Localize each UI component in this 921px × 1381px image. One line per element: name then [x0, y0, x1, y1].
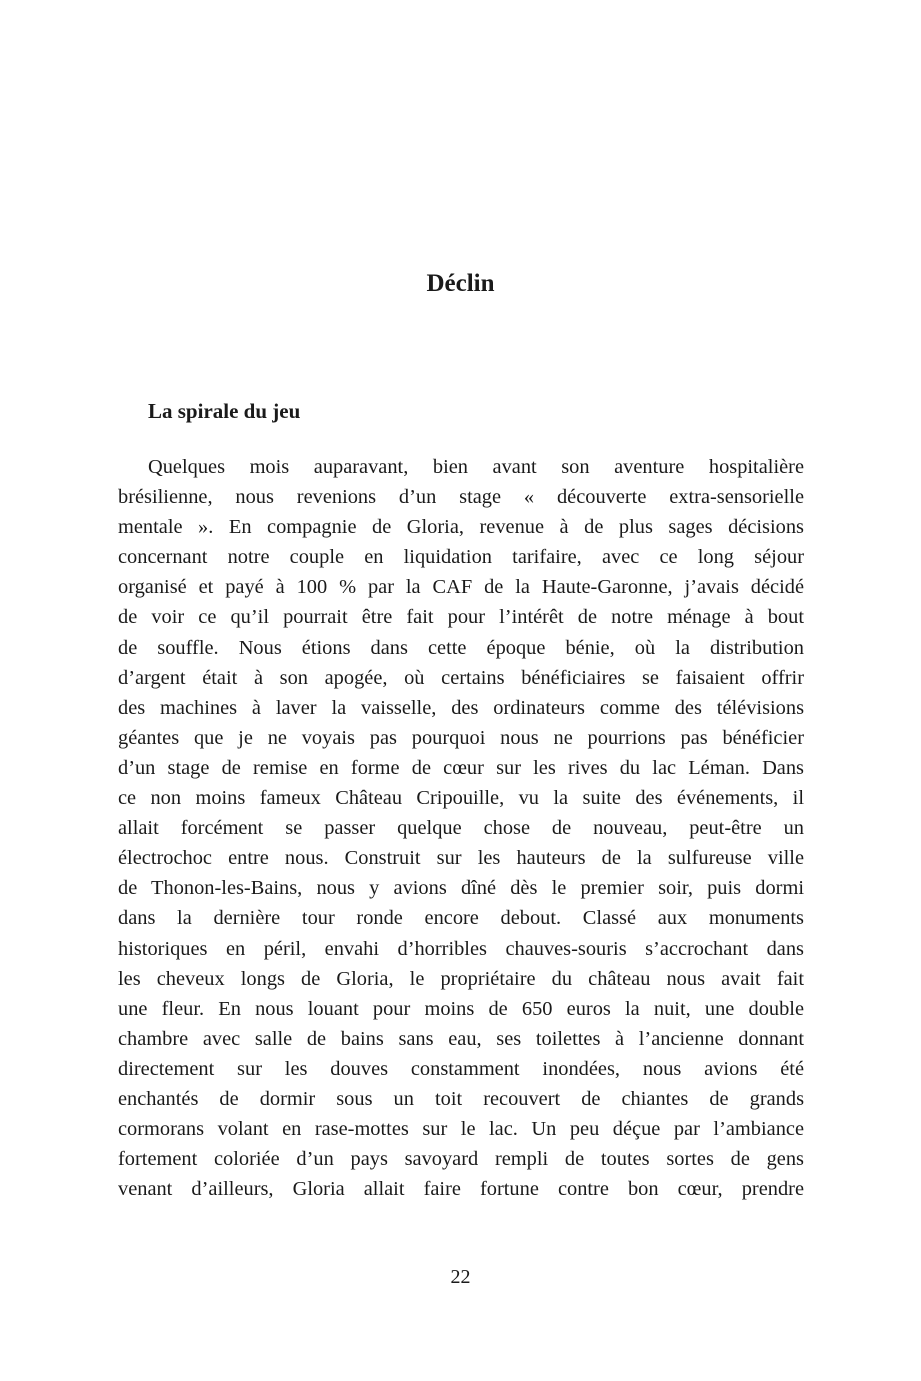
text-line: des machines à laver la vaisselle, des ordinateurs comme des télévisions [118, 696, 804, 719]
text-line: allait forcément se passer quelque chose de nouveau, peut-être un [118, 817, 804, 840]
text-line: géantes que je ne voyais pas pourquoi nous ne pourrions pas bénéficier [118, 726, 804, 749]
section-title: La spirale du jeu [148, 399, 301, 423]
text-line: organisé et payé à 100 % par la CAF de la Haute-Garonne, j’avais décidé [118, 576, 804, 599]
text-line: dans la dernière tour ronde encore debout. Classé aux monuments [118, 907, 804, 930]
text-line: enchantés de dormir sous un toit recouvert de chiantes de grands [118, 1087, 804, 1110]
text-line: les cheveux longs de Gloria, le propriétaire du château nous avait fait [118, 967, 804, 990]
text-line: historiques en péril, envahi d’horribles chauves-souris s’accrochant dans [118, 937, 804, 960]
text-line: venant d’ailleurs, Gloria allait faire fortune contre bon cœur, prendre [118, 1178, 804, 1201]
text-line: Quelques mois auparavant, bien avant son aventure hospitalière [148, 456, 804, 478]
text-line: une fleur. En nous louant pour moins de 650 euros la nuit, une double [118, 997, 804, 1020]
text-line: brésilienne, nous revenions d’un stage « découverte extra-sensorielle [118, 486, 804, 509]
text-line: de souffle. Nous étions dans cette époque bénie, où la distribution [118, 636, 804, 659]
page-number: 22 [450, 1266, 471, 1288]
body-paragraph [118, 452, 804, 1204]
text-line: cormorans volant en rase-mottes sur le lac. Un peu déçue par l’ambiance [118, 1118, 804, 1141]
text-line: d’un stage de remise en forme de cœur sur les rives du lac Léman. Dans [118, 756, 804, 779]
text-line: mentale ». En compagnie de Gloria, revenue à de plus sages décisions [118, 516, 804, 539]
text-line: électrochoc entre nous. Construit sur les hauteurs de la sulfureuse ville [118, 847, 804, 870]
text-line: chambre avec salle de bains sans eau, ses toilettes à l’ancienne donnant [118, 1027, 804, 1050]
text-line: ce non moins fameux Château Cripouille, vu la suite des événements, il [118, 787, 804, 810]
text-line: concernant notre couple en liquidation tarifaire, avec ce long séjour [118, 546, 804, 569]
text-line: directement sur les douves constamment inondées, nous avions été [118, 1057, 804, 1080]
text-line: de voir ce qu’il pourrait être fait pour l’intérêt de notre ménage à bout [118, 606, 804, 629]
chapter-title: Déclin [426, 270, 495, 297]
text-line: de Thonon-les-Bains, nous y avions dîné dès le premier soir, puis dormi [118, 877, 804, 900]
text-line: fortement coloriée d’un pays savoyard rempli de toutes sortes de gens [118, 1148, 804, 1171]
text-line: d’argent était à son apogée, où certains bénéficiaires se faisaient offrir [118, 666, 804, 689]
